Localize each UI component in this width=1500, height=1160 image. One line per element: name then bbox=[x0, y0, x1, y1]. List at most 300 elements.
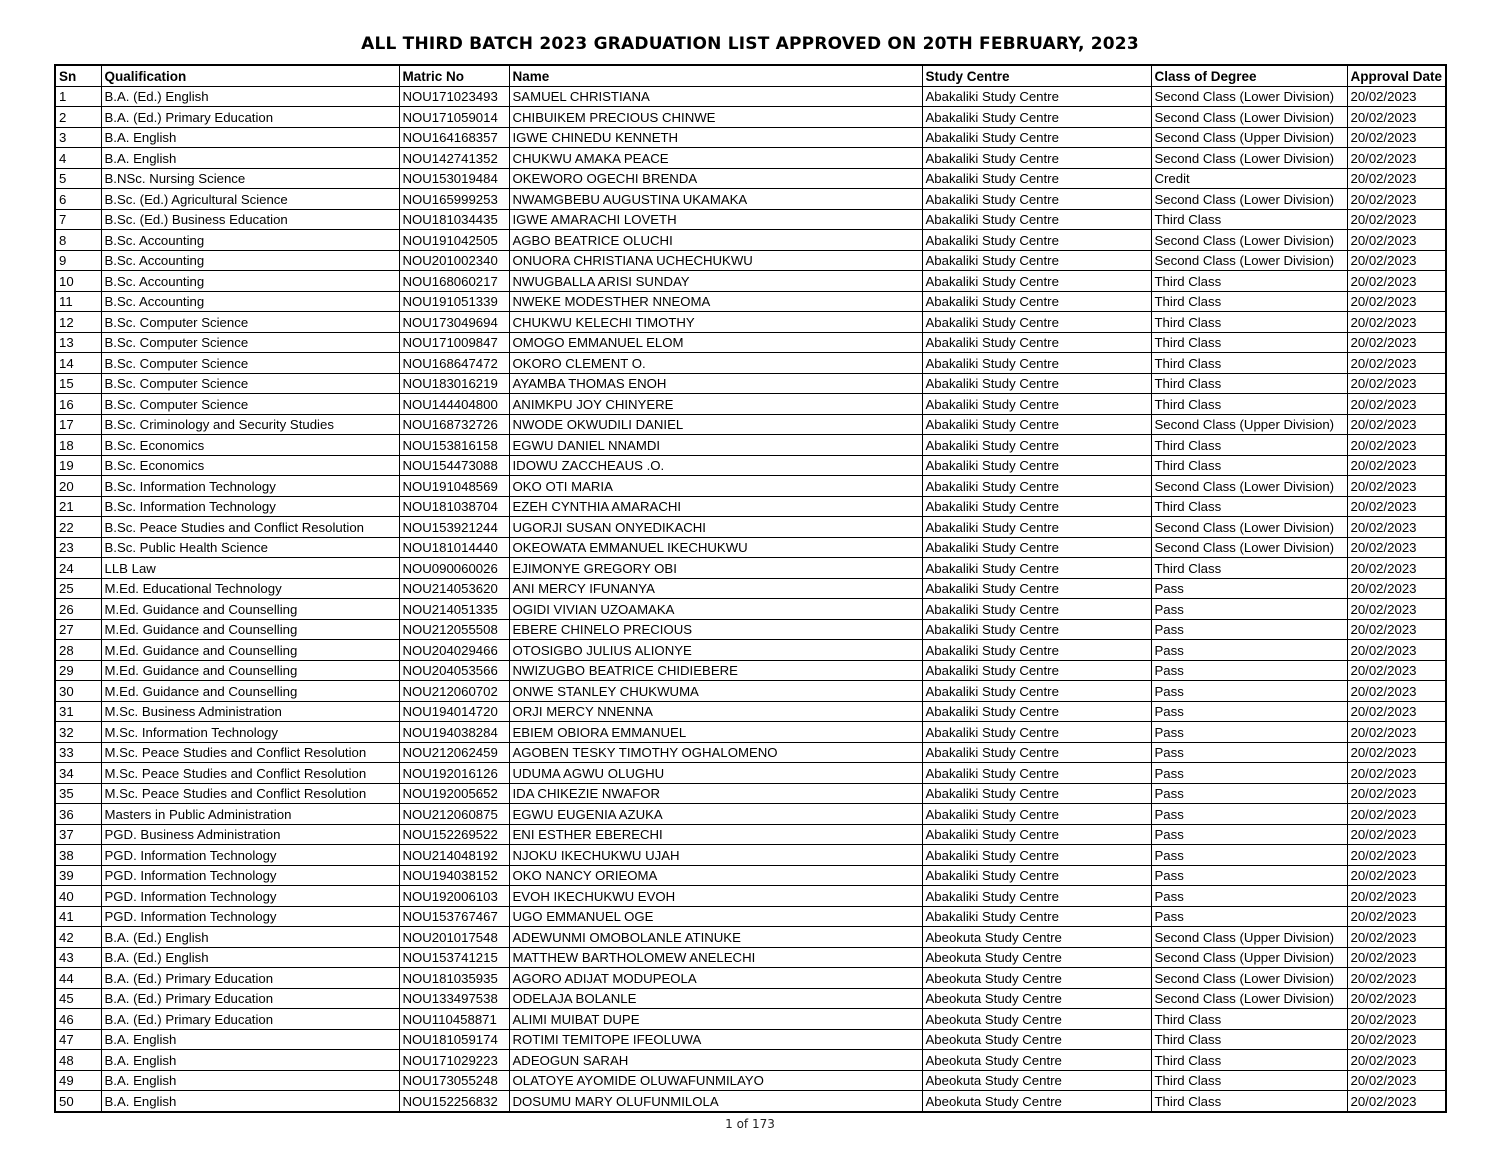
cell-sn: 44 bbox=[55, 968, 101, 989]
cell-name: ONWE STANLEY CHUKWUMA bbox=[509, 681, 922, 702]
cell-qualification: B.A. English bbox=[101, 148, 399, 169]
table-row bbox=[55, 168, 1446, 189]
cell-name: EBIEM OBIORA EMMANUEL bbox=[509, 722, 922, 743]
cell-study-centre: Abakaliki Study Centre bbox=[922, 845, 1151, 866]
cell-name: IDA CHIKEZIE NWAFOR bbox=[509, 783, 922, 804]
table-row bbox=[55, 517, 1446, 538]
cell-approval-date: 20/02/2023 bbox=[1347, 1070, 1446, 1091]
cell-study-centre: Abakaliki Study Centre bbox=[922, 230, 1151, 251]
cell-approval-date: 20/02/2023 bbox=[1347, 578, 1446, 599]
table-row bbox=[55, 804, 1446, 825]
cell-class-of-degree: Pass bbox=[1151, 722, 1347, 743]
table-row bbox=[55, 578, 1446, 599]
cell-study-centre: Abakaliki Study Centre bbox=[922, 86, 1151, 107]
cell-matric-no: NOU171059014 bbox=[399, 107, 509, 128]
cell-name: OKO OTI MARIA bbox=[509, 476, 922, 497]
cell-qualification: B.Sc. Accounting bbox=[101, 271, 399, 292]
table-row bbox=[55, 394, 1446, 415]
cell-sn: 5 bbox=[55, 168, 101, 189]
cell-class-of-degree: Pass bbox=[1151, 681, 1347, 702]
cell-class-of-degree: Second Class (Lower Division) bbox=[1151, 148, 1347, 169]
header-matric-no: Matric No bbox=[399, 65, 509, 86]
cell-qualification: B.Sc. (Ed.) Agricultural Science bbox=[101, 189, 399, 210]
cell-approval-date: 20/02/2023 bbox=[1347, 435, 1446, 456]
cell-qualification: B.Sc. Information Technology bbox=[101, 496, 399, 517]
cell-matric-no: NOU212060875 bbox=[399, 804, 509, 825]
cell-name: ADEWUNMI OMOBOLANLE ATINUKE bbox=[509, 927, 922, 948]
table-row bbox=[55, 189, 1446, 210]
cell-sn: 15 bbox=[55, 373, 101, 394]
cell-class-of-degree: Pass bbox=[1151, 640, 1347, 661]
cell-matric-no: NOU133497538 bbox=[399, 988, 509, 1009]
table-row bbox=[55, 968, 1446, 989]
cell-approval-date: 20/02/2023 bbox=[1347, 722, 1446, 743]
table-header-row bbox=[55, 65, 1446, 86]
cell-sn: 16 bbox=[55, 394, 101, 415]
cell-sn: 34 bbox=[55, 763, 101, 784]
cell-sn: 36 bbox=[55, 804, 101, 825]
cell-study-centre: Abakaliki Study Centre bbox=[922, 824, 1151, 845]
cell-approval-date: 20/02/2023 bbox=[1347, 353, 1446, 374]
cell-class-of-degree: Third Class bbox=[1151, 435, 1347, 456]
cell-name: EJIMONYE GREGORY OBI bbox=[509, 558, 922, 579]
cell-matric-no: NOU212060702 bbox=[399, 681, 509, 702]
cell-matric-no: NOU192016126 bbox=[399, 763, 509, 784]
cell-qualification: M.Ed. Guidance and Counselling bbox=[101, 599, 399, 620]
cell-qualification: PGD. Information Technology bbox=[101, 886, 399, 907]
table-row bbox=[55, 107, 1446, 128]
cell-matric-no: NOU168060217 bbox=[399, 271, 509, 292]
cell-matric-no: NOU110458871 bbox=[399, 1009, 509, 1030]
table-row bbox=[55, 250, 1446, 271]
cell-study-centre: Abakaliki Study Centre bbox=[922, 783, 1151, 804]
cell-qualification: B.Sc. Computer Science bbox=[101, 332, 399, 353]
cell-approval-date: 20/02/2023 bbox=[1347, 988, 1446, 1009]
cell-sn: 50 bbox=[55, 1091, 101, 1112]
cell-study-centre: Abakaliki Study Centre bbox=[922, 209, 1151, 230]
cell-matric-no: NOU192005652 bbox=[399, 783, 509, 804]
cell-approval-date: 20/02/2023 bbox=[1347, 209, 1446, 230]
table-row bbox=[55, 271, 1446, 292]
cell-qualification: M.Ed. Educational Technology bbox=[101, 578, 399, 599]
cell-sn: 8 bbox=[55, 230, 101, 251]
cell-study-centre: Abakaliki Study Centre bbox=[922, 722, 1151, 743]
cell-name: ODELAJA BOLANLE bbox=[509, 988, 922, 1009]
cell-sn: 40 bbox=[55, 886, 101, 907]
cell-matric-no: NOU154473088 bbox=[399, 455, 509, 476]
cell-matric-no: NOU171009847 bbox=[399, 332, 509, 353]
cell-study-centre: Abeokuta Study Centre bbox=[922, 1029, 1151, 1050]
cell-name: UGO EMMANUEL OGE bbox=[509, 906, 922, 927]
cell-name: ANI MERCY IFUNANYA bbox=[509, 578, 922, 599]
cell-class-of-degree: Second Class (Lower Division) bbox=[1151, 537, 1347, 558]
cell-matric-no: NOU191042505 bbox=[399, 230, 509, 251]
cell-name: EGWU DANIEL NNAMDI bbox=[509, 435, 922, 456]
cell-matric-no: NOU181035935 bbox=[399, 968, 509, 989]
cell-sn: 9 bbox=[55, 250, 101, 271]
cell-matric-no: NOU153921244 bbox=[399, 517, 509, 538]
table-row bbox=[55, 435, 1446, 456]
table-row bbox=[55, 640, 1446, 661]
cell-sn: 33 bbox=[55, 742, 101, 763]
cell-class-of-degree: Pass bbox=[1151, 845, 1347, 866]
cell-class-of-degree: Second Class (Lower Division) bbox=[1151, 189, 1347, 210]
cell-qualification: B.A. (Ed.) English bbox=[101, 86, 399, 107]
table-row bbox=[55, 660, 1446, 681]
cell-study-centre: Abakaliki Study Centre bbox=[922, 701, 1151, 722]
cell-study-centre: Abakaliki Study Centre bbox=[922, 455, 1151, 476]
table-row bbox=[55, 701, 1446, 722]
cell-class-of-degree: Second Class (Lower Division) bbox=[1151, 476, 1347, 497]
cell-sn: 14 bbox=[55, 353, 101, 374]
cell-study-centre: Abakaliki Study Centre bbox=[922, 578, 1151, 599]
cell-class-of-degree: Pass bbox=[1151, 865, 1347, 886]
header-sn: Sn bbox=[55, 65, 101, 86]
cell-class-of-degree: Pass bbox=[1151, 763, 1347, 784]
cell-matric-no: NOU171023493 bbox=[399, 86, 509, 107]
cell-name: NWEKE MODESTHER NNEOMA bbox=[509, 291, 922, 312]
cell-approval-date: 20/02/2023 bbox=[1347, 373, 1446, 394]
table-row bbox=[55, 865, 1446, 886]
cell-matric-no: NOU201002340 bbox=[399, 250, 509, 271]
cell-study-centre: Abakaliki Study Centre bbox=[922, 148, 1151, 169]
cell-class-of-degree: Third Class bbox=[1151, 1029, 1347, 1050]
cell-class-of-degree: Second Class (Upper Division) bbox=[1151, 414, 1347, 435]
cell-sn: 12 bbox=[55, 312, 101, 333]
cell-qualification: M.Sc. Peace Studies and Conflict Resolution bbox=[101, 742, 399, 763]
cell-class-of-degree: Second Class (Lower Division) bbox=[1151, 250, 1347, 271]
cell-study-centre: Abeokuta Study Centre bbox=[922, 1070, 1151, 1091]
cell-matric-no: NOU165999253 bbox=[399, 189, 509, 210]
table-row bbox=[55, 373, 1446, 394]
cell-class-of-degree: Third Class bbox=[1151, 271, 1347, 292]
cell-study-centre: Abakaliki Study Centre bbox=[922, 742, 1151, 763]
cell-name: MATTHEW BARTHOLOMEW ANELECHI bbox=[509, 947, 922, 968]
header-name: Name bbox=[509, 65, 922, 86]
cell-name: UGORJI SUSAN ONYEDIKACHI bbox=[509, 517, 922, 538]
cell-matric-no: NOU201017548 bbox=[399, 927, 509, 948]
cell-class-of-degree: Second Class (Upper Division) bbox=[1151, 947, 1347, 968]
cell-approval-date: 20/02/2023 bbox=[1347, 681, 1446, 702]
cell-qualification: B.Sc. Peace Studies and Conflict Resolution bbox=[101, 517, 399, 538]
cell-approval-date: 20/02/2023 bbox=[1347, 845, 1446, 866]
cell-approval-date: 20/02/2023 bbox=[1347, 927, 1446, 948]
table-row bbox=[55, 230, 1446, 251]
cell-name: CHUKWU KELECHI TIMOTHY bbox=[509, 312, 922, 333]
cell-study-centre: Abakaliki Study Centre bbox=[922, 394, 1151, 415]
cell-study-centre: Abakaliki Study Centre bbox=[922, 250, 1151, 271]
cell-sn: 30 bbox=[55, 681, 101, 702]
cell-class-of-degree: Third Class bbox=[1151, 353, 1347, 374]
cell-sn: 35 bbox=[55, 783, 101, 804]
cell-qualification: B.A. English bbox=[101, 1091, 399, 1112]
cell-matric-no: NOU181014440 bbox=[399, 537, 509, 558]
cell-sn: 48 bbox=[55, 1050, 101, 1071]
cell-approval-date: 20/02/2023 bbox=[1347, 496, 1446, 517]
cell-name: NJOKU IKECHUKWU UJAH bbox=[509, 845, 922, 866]
cell-class-of-degree: Third Class bbox=[1151, 1009, 1347, 1030]
cell-matric-no: NOU214048192 bbox=[399, 845, 509, 866]
cell-matric-no: NOU153767467 bbox=[399, 906, 509, 927]
cell-matric-no: NOU173049694 bbox=[399, 312, 509, 333]
cell-sn: 2 bbox=[55, 107, 101, 128]
cell-qualification: PGD. Business Administration bbox=[101, 824, 399, 845]
cell-sn: 20 bbox=[55, 476, 101, 497]
cell-matric-no: NOU194038152 bbox=[399, 865, 509, 886]
cell-sn: 7 bbox=[55, 209, 101, 230]
cell-name: AGBO BEATRICE OLUCHI bbox=[509, 230, 922, 251]
cell-approval-date: 20/02/2023 bbox=[1347, 414, 1446, 435]
table-row bbox=[55, 927, 1446, 948]
cell-sn: 26 bbox=[55, 599, 101, 620]
cell-matric-no: NOU194014720 bbox=[399, 701, 509, 722]
cell-sn: 24 bbox=[55, 558, 101, 579]
cell-study-centre: Abakaliki Study Centre bbox=[922, 537, 1151, 558]
cell-sn: 3 bbox=[55, 127, 101, 148]
cell-matric-no: NOU168647472 bbox=[399, 353, 509, 374]
cell-name: NWIZUGBO BEATRICE CHIDIEBERE bbox=[509, 660, 922, 681]
table-row bbox=[55, 558, 1446, 579]
cell-study-centre: Abakaliki Study Centre bbox=[922, 373, 1151, 394]
cell-sn: 31 bbox=[55, 701, 101, 722]
cell-matric-no: NOU183016219 bbox=[399, 373, 509, 394]
cell-approval-date: 20/02/2023 bbox=[1347, 127, 1446, 148]
cell-class-of-degree: Third Class bbox=[1151, 1091, 1347, 1112]
cell-study-centre: Abakaliki Study Centre bbox=[922, 353, 1151, 374]
cell-study-centre: Abakaliki Study Centre bbox=[922, 271, 1151, 292]
table-row bbox=[55, 148, 1446, 169]
cell-class-of-degree: Second Class (Lower Division) bbox=[1151, 230, 1347, 251]
cell-approval-date: 20/02/2023 bbox=[1347, 517, 1446, 538]
table-row bbox=[55, 619, 1446, 640]
cell-approval-date: 20/02/2023 bbox=[1347, 271, 1446, 292]
cell-name: IGWE AMARACHI LOVETH bbox=[509, 209, 922, 230]
cell-qualification: PGD. Information Technology bbox=[101, 865, 399, 886]
table-row bbox=[55, 537, 1446, 558]
cell-study-centre: Abakaliki Study Centre bbox=[922, 435, 1151, 456]
cell-qualification: B.Sc. Computer Science bbox=[101, 373, 399, 394]
cell-study-centre: Abakaliki Study Centre bbox=[922, 168, 1151, 189]
cell-approval-date: 20/02/2023 bbox=[1347, 804, 1446, 825]
cell-study-centre: Abakaliki Study Centre bbox=[922, 681, 1151, 702]
cell-name: OKEOWATA EMMANUEL IKECHUKWU bbox=[509, 537, 922, 558]
cell-sn: 42 bbox=[55, 927, 101, 948]
table-row bbox=[55, 763, 1446, 784]
cell-matric-no: NOU214053620 bbox=[399, 578, 509, 599]
cell-matric-no: NOU153816158 bbox=[399, 435, 509, 456]
table-row bbox=[55, 906, 1446, 927]
cell-name: EBERE CHINELO PRECIOUS bbox=[509, 619, 922, 640]
cell-class-of-degree: Pass bbox=[1151, 742, 1347, 763]
table-row bbox=[55, 1009, 1446, 1030]
cell-class-of-degree: Third Class bbox=[1151, 373, 1347, 394]
cell-approval-date: 20/02/2023 bbox=[1347, 291, 1446, 312]
cell-name: ENI ESTHER EBERECHI bbox=[509, 824, 922, 845]
cell-name: ANIMKPU JOY CHINYERE bbox=[509, 394, 922, 415]
cell-approval-date: 20/02/2023 bbox=[1347, 906, 1446, 927]
cell-name: CHIBUIKEM PRECIOUS CHINWE bbox=[509, 107, 922, 128]
cell-class-of-degree: Second Class (Lower Division) bbox=[1151, 517, 1347, 538]
cell-study-centre: Abakaliki Study Centre bbox=[922, 312, 1151, 333]
cell-qualification: B.NSc. Nursing Science bbox=[101, 168, 399, 189]
cell-name: SAMUEL CHRISTIANA bbox=[509, 86, 922, 107]
cell-study-centre: Abeokuta Study Centre bbox=[922, 988, 1151, 1009]
cell-qualification: B.A. (Ed.) English bbox=[101, 947, 399, 968]
cell-qualification: B.A. (Ed.) Primary Education bbox=[101, 968, 399, 989]
cell-class-of-degree: Second Class (Lower Division) bbox=[1151, 968, 1347, 989]
cell-name: OGIDI VIVIAN UZOAMAKA bbox=[509, 599, 922, 620]
cell-approval-date: 20/02/2023 bbox=[1347, 1009, 1446, 1030]
cell-name: ONUORA CHRISTIANA UCHECHUKWU bbox=[509, 250, 922, 271]
cell-name: OMOGO EMMANUEL ELOM bbox=[509, 332, 922, 353]
cell-name: EGWU EUGENIA AZUKA bbox=[509, 804, 922, 825]
cell-study-centre: Abakaliki Study Centre bbox=[922, 127, 1151, 148]
table-row bbox=[55, 209, 1446, 230]
cell-matric-no: NOU173055248 bbox=[399, 1070, 509, 1091]
cell-qualification: M.Ed. Guidance and Counselling bbox=[101, 619, 399, 640]
cell-sn: 21 bbox=[55, 496, 101, 517]
cell-matric-no: NOU164168357 bbox=[399, 127, 509, 148]
cell-name: ORJI MERCY NNENNA bbox=[509, 701, 922, 722]
cell-qualification: B.Sc. Accounting bbox=[101, 291, 399, 312]
cell-study-centre: Abakaliki Study Centre bbox=[922, 558, 1151, 579]
cell-approval-date: 20/02/2023 bbox=[1347, 312, 1446, 333]
header-approval-date: Approval Date bbox=[1347, 65, 1446, 86]
cell-qualification: B.Sc. Accounting bbox=[101, 250, 399, 271]
cell-qualification: B.Sc. Economics bbox=[101, 435, 399, 456]
cell-sn: 10 bbox=[55, 271, 101, 292]
table-row bbox=[55, 496, 1446, 517]
cell-approval-date: 20/02/2023 bbox=[1347, 558, 1446, 579]
cell-qualification: B.A. (Ed.) Primary Education bbox=[101, 1009, 399, 1030]
cell-matric-no: NOU153741215 bbox=[399, 947, 509, 968]
cell-qualification: PGD. Information Technology bbox=[101, 906, 399, 927]
cell-matric-no: NOU191048569 bbox=[399, 476, 509, 497]
cell-class-of-degree: Pass bbox=[1151, 578, 1347, 599]
cell-study-centre: Abakaliki Study Centre bbox=[922, 291, 1151, 312]
table-row bbox=[55, 783, 1446, 804]
cell-class-of-degree: Third Class bbox=[1151, 209, 1347, 230]
cell-matric-no: NOU204029466 bbox=[399, 640, 509, 661]
cell-study-centre: Abakaliki Study Centre bbox=[922, 517, 1151, 538]
cell-class-of-degree: Third Class bbox=[1151, 394, 1347, 415]
cell-class-of-degree: Pass bbox=[1151, 804, 1347, 825]
cell-name: AGORO ADIJAT MODUPEOLA bbox=[509, 968, 922, 989]
cell-approval-date: 20/02/2023 bbox=[1347, 148, 1446, 169]
cell-qualification: M.Ed. Guidance and Counselling bbox=[101, 640, 399, 661]
cell-qualification: B.A. English bbox=[101, 1050, 399, 1071]
cell-name: ROTIMI TEMITOPE IFEOLUWA bbox=[509, 1029, 922, 1050]
cell-sn: 49 bbox=[55, 1070, 101, 1091]
cell-class-of-degree: Pass bbox=[1151, 886, 1347, 907]
cell-qualification: M.Sc. Peace Studies and Conflict Resolution bbox=[101, 763, 399, 784]
cell-study-centre: Abakaliki Study Centre bbox=[922, 763, 1151, 784]
cell-sn: 17 bbox=[55, 414, 101, 435]
cell-class-of-degree: Second Class (Lower Division) bbox=[1151, 988, 1347, 1009]
cell-approval-date: 20/02/2023 bbox=[1347, 1029, 1446, 1050]
cell-approval-date: 20/02/2023 bbox=[1347, 332, 1446, 353]
cell-approval-date: 20/02/2023 bbox=[1347, 230, 1446, 251]
table-row bbox=[55, 599, 1446, 620]
cell-sn: 23 bbox=[55, 537, 101, 558]
cell-qualification: B.Sc. Computer Science bbox=[101, 312, 399, 333]
cell-approval-date: 20/02/2023 bbox=[1347, 250, 1446, 271]
cell-approval-date: 20/02/2023 bbox=[1347, 1091, 1446, 1112]
cell-study-centre: Abakaliki Study Centre bbox=[922, 640, 1151, 661]
cell-class-of-degree: Third Class bbox=[1151, 1070, 1347, 1091]
cell-study-centre: Abakaliki Study Centre bbox=[922, 332, 1151, 353]
cell-study-centre: Abakaliki Study Centre bbox=[922, 906, 1151, 927]
cell-matric-no: NOU153019484 bbox=[399, 168, 509, 189]
cell-name: OKEWORO OGECHI BRENDA bbox=[509, 168, 922, 189]
cell-matric-no: NOU152256832 bbox=[399, 1091, 509, 1112]
cell-qualification: B.Sc. Criminology and Security Studies bbox=[101, 414, 399, 435]
cell-class-of-degree: Third Class bbox=[1151, 455, 1347, 476]
cell-qualification: B.A. (Ed.) English bbox=[101, 927, 399, 948]
cell-name: DOSUMU MARY OLUFUNMILOLA bbox=[509, 1091, 922, 1112]
cell-approval-date: 20/02/2023 bbox=[1347, 968, 1446, 989]
cell-qualification: LLB Law bbox=[101, 558, 399, 579]
graduation-list-table bbox=[54, 64, 1447, 1113]
table-row bbox=[55, 414, 1446, 435]
cell-sn: 39 bbox=[55, 865, 101, 886]
table-body bbox=[55, 86, 1446, 1112]
cell-name: AYAMBA THOMAS ENOH bbox=[509, 373, 922, 394]
cell-name: IDOWU ZACCHEAUS .O. bbox=[509, 455, 922, 476]
cell-matric-no: NOU181034435 bbox=[399, 209, 509, 230]
cell-class-of-degree: Pass bbox=[1151, 599, 1347, 620]
cell-sn: 6 bbox=[55, 189, 101, 210]
cell-sn: 11 bbox=[55, 291, 101, 312]
cell-sn: 37 bbox=[55, 824, 101, 845]
cell-class-of-degree: Pass bbox=[1151, 660, 1347, 681]
cell-name: OTOSIGBO JULIUS ALIONYE bbox=[509, 640, 922, 661]
cell-name: AGOBEN TESKY TIMOTHY OGHALOMENO bbox=[509, 742, 922, 763]
cell-sn: 38 bbox=[55, 845, 101, 866]
table-row bbox=[55, 722, 1446, 743]
cell-name: NWUGBALLA ARISI SUNDAY bbox=[509, 271, 922, 292]
cell-matric-no: NOU181059174 bbox=[399, 1029, 509, 1050]
table-row bbox=[55, 353, 1446, 374]
cell-name: ALIMI MUIBAT DUPE bbox=[509, 1009, 922, 1030]
cell-class-of-degree: Third Class bbox=[1151, 496, 1347, 517]
cell-approval-date: 20/02/2023 bbox=[1347, 886, 1446, 907]
cell-approval-date: 20/02/2023 bbox=[1347, 86, 1446, 107]
cell-class-of-degree: Third Class bbox=[1151, 1050, 1347, 1071]
cell-qualification: PGD. Information Technology bbox=[101, 845, 399, 866]
cell-approval-date: 20/02/2023 bbox=[1347, 660, 1446, 681]
document-title: ALL THIRD BATCH 2023 GRADUATION LIST APPROVED ON 20TH FEBRUARY, 2023 bbox=[361, 34, 1139, 54]
cell-matric-no: NOU204053566 bbox=[399, 660, 509, 681]
cell-study-centre: Abakaliki Study Centre bbox=[922, 476, 1151, 497]
cell-matric-no: NOU212055508 bbox=[399, 619, 509, 640]
cell-sn: 13 bbox=[55, 332, 101, 353]
table-row bbox=[55, 127, 1446, 148]
cell-approval-date: 20/02/2023 bbox=[1347, 1050, 1446, 1071]
cell-study-centre: Abeokuta Study Centre bbox=[922, 968, 1151, 989]
cell-sn: 47 bbox=[55, 1029, 101, 1050]
cell-sn: 4 bbox=[55, 148, 101, 169]
cell-class-of-degree: Pass bbox=[1151, 906, 1347, 927]
cell-qualification: B.Sc. Information Technology bbox=[101, 476, 399, 497]
table-row bbox=[55, 681, 1446, 702]
cell-name: OKO NANCY ORIEOMA bbox=[509, 865, 922, 886]
cell-name: NWODE OKWUDILI DANIEL bbox=[509, 414, 922, 435]
cell-name: IGWE CHINEDU KENNETH bbox=[509, 127, 922, 148]
cell-approval-date: 20/02/2023 bbox=[1347, 865, 1446, 886]
cell-study-centre: Abakaliki Study Centre bbox=[922, 414, 1151, 435]
cell-matric-no: NOU144404800 bbox=[399, 394, 509, 415]
